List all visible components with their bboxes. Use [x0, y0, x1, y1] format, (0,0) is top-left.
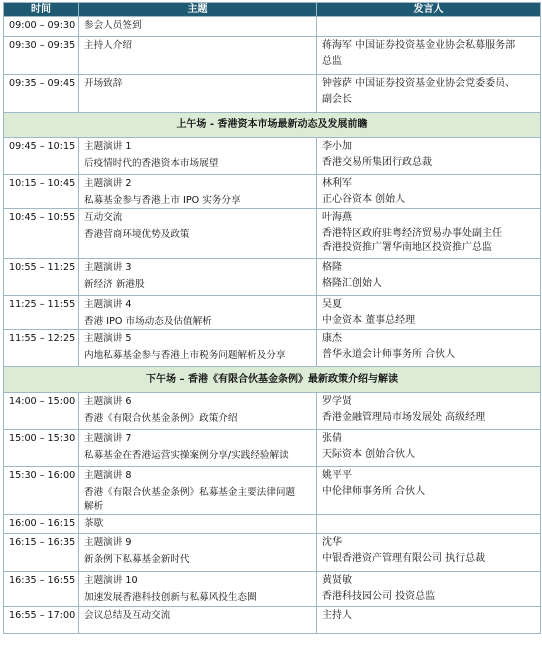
speaker-name: 沈华: [322, 537, 342, 548]
agenda-row: [4, 259, 541, 296]
agenda-row: [4, 175, 541, 209]
topic-cell: [79, 330, 317, 367]
speaker-name: 康杰: [322, 333, 342, 344]
time-cell: 09:30 – 09:35: [4, 37, 79, 75]
topic-cell: [79, 393, 317, 430]
speaker-cell: [317, 209, 541, 259]
section-title: 上午场 - 香港资本市场最新动态及发展前瞻: [176, 119, 368, 130]
topic-title: 主题演讲 5: [84, 333, 132, 344]
agenda-row: [4, 75, 541, 113]
topic-cell: [79, 138, 317, 175]
topic-cell: [79, 515, 317, 534]
agenda-table: [3, 2, 541, 634]
time-cell: 11:25 – 11:55: [4, 296, 79, 330]
header-speaker: 发言人: [317, 3, 541, 17]
topic-subtitle: 香港营商环境优势及政策: [84, 229, 190, 240]
speaker-name: 钟蓉萨 中国证券投资基金业协会党委委员、: [322, 78, 516, 89]
time-cell: 14:00 – 15:00: [4, 393, 79, 430]
topic-cell: [79, 607, 317, 634]
speaker-affiliation: 中银香港资产管理有限公司 执行总裁: [322, 553, 486, 564]
section-row: [4, 113, 541, 138]
time-cell: 10:15 – 10:45: [4, 175, 79, 209]
speaker-name: 李小加: [322, 141, 352, 152]
time-cell: 09:45 – 10:15: [4, 138, 79, 175]
topic-cell: [79, 209, 317, 259]
topic-cell: [79, 175, 317, 209]
speaker-affiliation: 普华永道会计师事务所 合伙人: [322, 349, 456, 360]
topic-title: 茶歇: [84, 518, 104, 529]
agenda-row: [4, 138, 541, 175]
speaker-name: 蒋海军 中国证券投资基金业协会私募服务部: [322, 40, 516, 51]
topic-subtitle: 解析: [84, 501, 104, 512]
time-cell: 15:30 – 16:00: [4, 467, 79, 515]
speaker-name: 林利军: [322, 178, 352, 189]
agenda-row: [4, 515, 541, 534]
speaker-name: 叶海燕: [322, 212, 352, 223]
speaker-affiliation: 香港交易所集团行政总裁: [322, 157, 432, 168]
time-cell: 09:35 – 09:45: [4, 75, 79, 113]
topic-cell: [79, 534, 317, 572]
speaker-cell: [317, 607, 541, 634]
speaker-name: 黄贤敏: [322, 575, 352, 586]
agenda-row: [4, 17, 541, 37]
agenda-row: [4, 467, 541, 515]
section-row: [4, 367, 541, 393]
speaker-affiliation: 香港科技园公司 投资总监: [322, 591, 436, 602]
speaker-cell: [317, 430, 541, 467]
topic-title: 主题演讲 6: [84, 396, 132, 407]
header-row: [4, 3, 541, 17]
time-cell: 11:55 – 12:25: [4, 330, 79, 367]
speaker-affiliation: 香港投资推广署华南地区投资推广总监: [322, 242, 492, 253]
speaker-affiliation: 中伦律师事务所 合伙人: [322, 486, 426, 497]
speaker-cell: [317, 75, 541, 113]
agenda-row: [4, 209, 541, 259]
topic-subtitle: 私募基金参与香港上市 IPO 实务分享: [84, 195, 241, 206]
topic-title: 主题演讲 1: [84, 141, 132, 152]
header-time: 时间: [4, 3, 79, 17]
topic-title: 主题演讲 9: [84, 537, 132, 548]
speaker-affiliation: 中金资本 董事总经理: [322, 315, 416, 326]
speaker-cell: [317, 138, 541, 175]
topic-cell: [79, 259, 317, 296]
topic-title: 主题演讲 8: [84, 470, 132, 481]
time-cell: 09:00 – 09:30: [4, 17, 79, 37]
speaker-affiliation: 正心谷资本 创始人: [322, 194, 406, 205]
topic-subtitle: 内地私募基金参与香港上市税务问题解析及分享: [84, 350, 286, 361]
topic-title: 会议总结及互动交流: [84, 610, 171, 621]
time-cell: 15:00 – 15:30: [4, 430, 79, 467]
time-cell: 16:55 – 17:00: [4, 607, 79, 634]
topic-title: 主题演讲 4: [84, 299, 132, 310]
topic-title: 参会人员签到: [84, 20, 142, 31]
section-cell: [4, 367, 541, 393]
topic-title: 主持人介绍: [84, 40, 132, 51]
agenda-row: [4, 572, 541, 607]
topic-subtitle: 后疫情时代的香港资本市场展望: [84, 158, 219, 169]
agenda-row: [4, 393, 541, 430]
speaker-cell: [317, 330, 541, 367]
speaker-name: 张倩: [322, 433, 342, 444]
speaker-name: 罗学贤: [322, 396, 352, 407]
section-title: 下午场 – 香港《有限合伙基金条例》最新政策介绍与解读: [146, 373, 398, 385]
topic-title: 主题演讲 3: [84, 262, 132, 273]
topic-subtitle: 香港《有限合伙基金条例》私募基金主要法律问题: [84, 487, 296, 498]
topic-title: 互动交流: [84, 212, 123, 223]
topic-subtitle: 新经济 新港股: [84, 279, 145, 290]
speaker-name: 格隆: [322, 262, 342, 273]
topic-subtitle: 加速发展香港科技创新与私募风投生态圈: [84, 592, 257, 603]
speaker-cell: [317, 467, 541, 515]
time-cell: 16:15 – 16:35: [4, 534, 79, 572]
speaker-cell: [317, 572, 541, 607]
speaker-affiliation: 副会长: [322, 94, 352, 105]
agenda-row: [4, 534, 541, 572]
topic-cell: [79, 37, 317, 75]
speaker-affiliation: 香港特区政府驻粤经济贸易办事处副主任: [322, 228, 502, 239]
speaker-cell: [317, 534, 541, 572]
header-topic: 主题: [79, 3, 317, 17]
time-cell: 16:35 – 16:55: [4, 572, 79, 607]
agenda-row: [4, 37, 541, 75]
speaker-cell: [317, 259, 541, 296]
agenda-body: [4, 3, 541, 634]
agenda-row: [4, 607, 541, 634]
agenda-row: [4, 430, 541, 467]
topic-title: 主题演讲 10: [84, 575, 138, 586]
time-cell: 10:45 – 10:55: [4, 209, 79, 259]
speaker-affiliation: 香港金融管理局市场发展处 高级经理: [322, 412, 486, 423]
speaker-cell: [317, 515, 541, 534]
section-cell: [4, 113, 541, 138]
topic-title: 开场致辞: [84, 78, 123, 89]
speaker-cell: [317, 37, 541, 75]
topic-subtitle: 香港 IPO 市场动态及估值解析: [84, 316, 212, 327]
topic-title: 主题演讲 2: [84, 178, 132, 189]
speaker-affiliation: 天际资本 创始合伙人: [322, 449, 416, 460]
topic-cell: [79, 17, 317, 37]
speaker-name: 姚平平: [322, 470, 352, 481]
topic-title: 主题演讲 7: [84, 433, 132, 444]
speaker-affiliation: 格隆汇创始人: [322, 278, 382, 289]
time-cell: 10:55 – 11:25: [4, 259, 79, 296]
topic-cell: [79, 572, 317, 607]
speaker-cell: [317, 17, 541, 37]
speaker-cell: [317, 393, 541, 430]
agenda-row: [4, 296, 541, 330]
topic-subtitle: 香港《有限合伙基金条例》政策介绍: [84, 413, 238, 424]
topic-subtitle: 新条例下私募基金新时代: [84, 554, 190, 565]
agenda-row: [4, 330, 541, 367]
topic-cell: [79, 430, 317, 467]
topic-subtitle: 私募基金在香港运营实操案例分享/实践经验解读: [84, 450, 289, 461]
topic-cell: [79, 467, 317, 515]
speaker-cell: [317, 296, 541, 330]
topic-cell: [79, 296, 317, 330]
speaker-name: 吴夏: [322, 299, 342, 310]
time-cell: 16:00 – 16:15: [4, 515, 79, 534]
speaker-affiliation: 总监: [322, 56, 342, 67]
topic-cell: [79, 75, 317, 113]
speaker-cell: [317, 175, 541, 209]
speaker-name: 主持人: [322, 610, 352, 621]
